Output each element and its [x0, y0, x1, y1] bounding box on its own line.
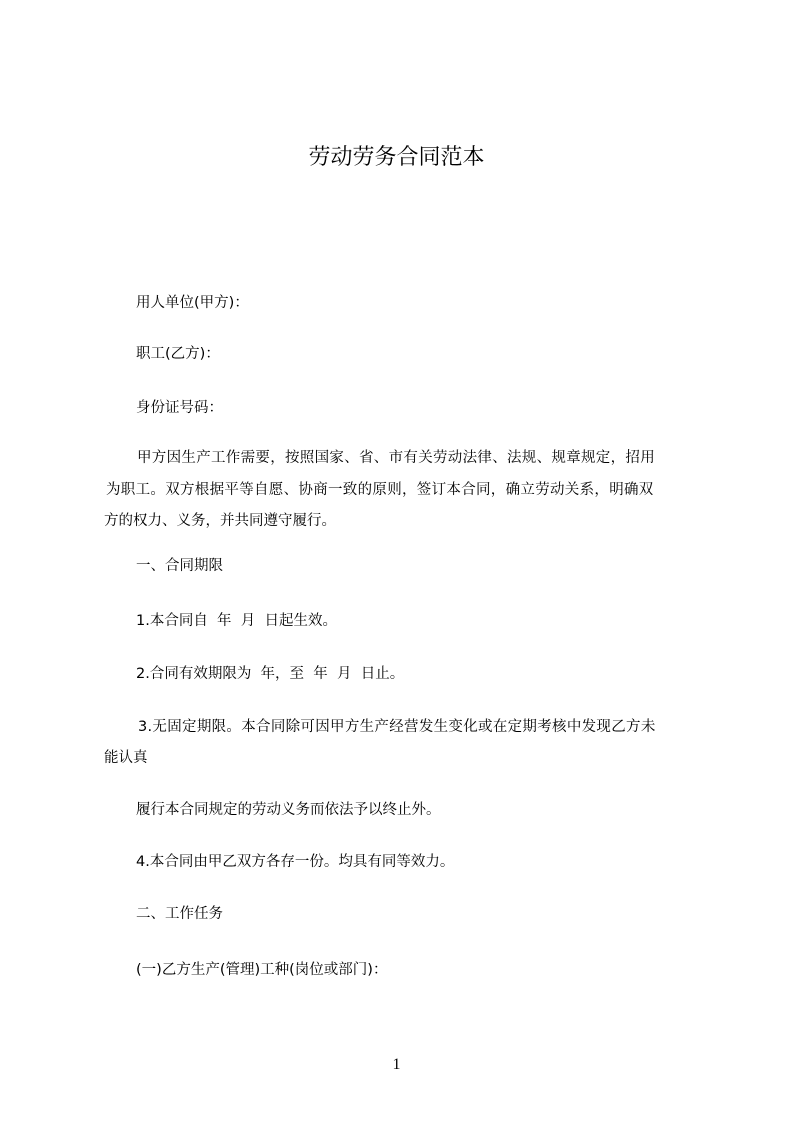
paragraph-line: 方的权力、义务，并共同遵守履行。 — [104, 513, 336, 529]
document-title: 劳动劳务合同范本 — [308, 145, 485, 170]
clause-line: (一)乙方生产(管理)工种(岗位或部门)： — [136, 962, 388, 978]
employee-field-label: 职工(乙方)： — [136, 346, 220, 362]
clause-line: 履行本合同规定的劳动义务而依法予以终止外。 — [136, 802, 441, 818]
section-heading: 一、合同期限 — [136, 558, 223, 574]
id-number-field-label: 身份证号码： — [136, 400, 223, 416]
clause-line: 3.无固定期限。本合同除可因甲方生产经营发生变化或在定期考核中发现乙方未 — [138, 719, 656, 735]
section-heading: 二、工作任务 — [136, 906, 223, 922]
page-number: 1 — [392, 1056, 401, 1073]
paragraph-line: 为职工。双方根据平等自愿、协商一致的原则，签订本合同，确立劳动关系，明确双 — [106, 482, 654, 498]
clause-line: 能认真 — [104, 750, 148, 766]
clause-line: 1.本合同自 年 月 日起生效。 — [136, 613, 337, 629]
clause-line: 4.本合同由甲乙双方各存一份。均具有同等效力。 — [136, 854, 455, 870]
clause-line: 2.合同有效期限为 年，至 年 月 日止。 — [136, 666, 405, 682]
employer-field-label: 用人单位(甲方)： — [136, 295, 249, 311]
paragraph-line: 甲方因生产工作需要，按照国家、省、市有关劳动法律、法规、规章规定，招用 — [137, 450, 655, 466]
